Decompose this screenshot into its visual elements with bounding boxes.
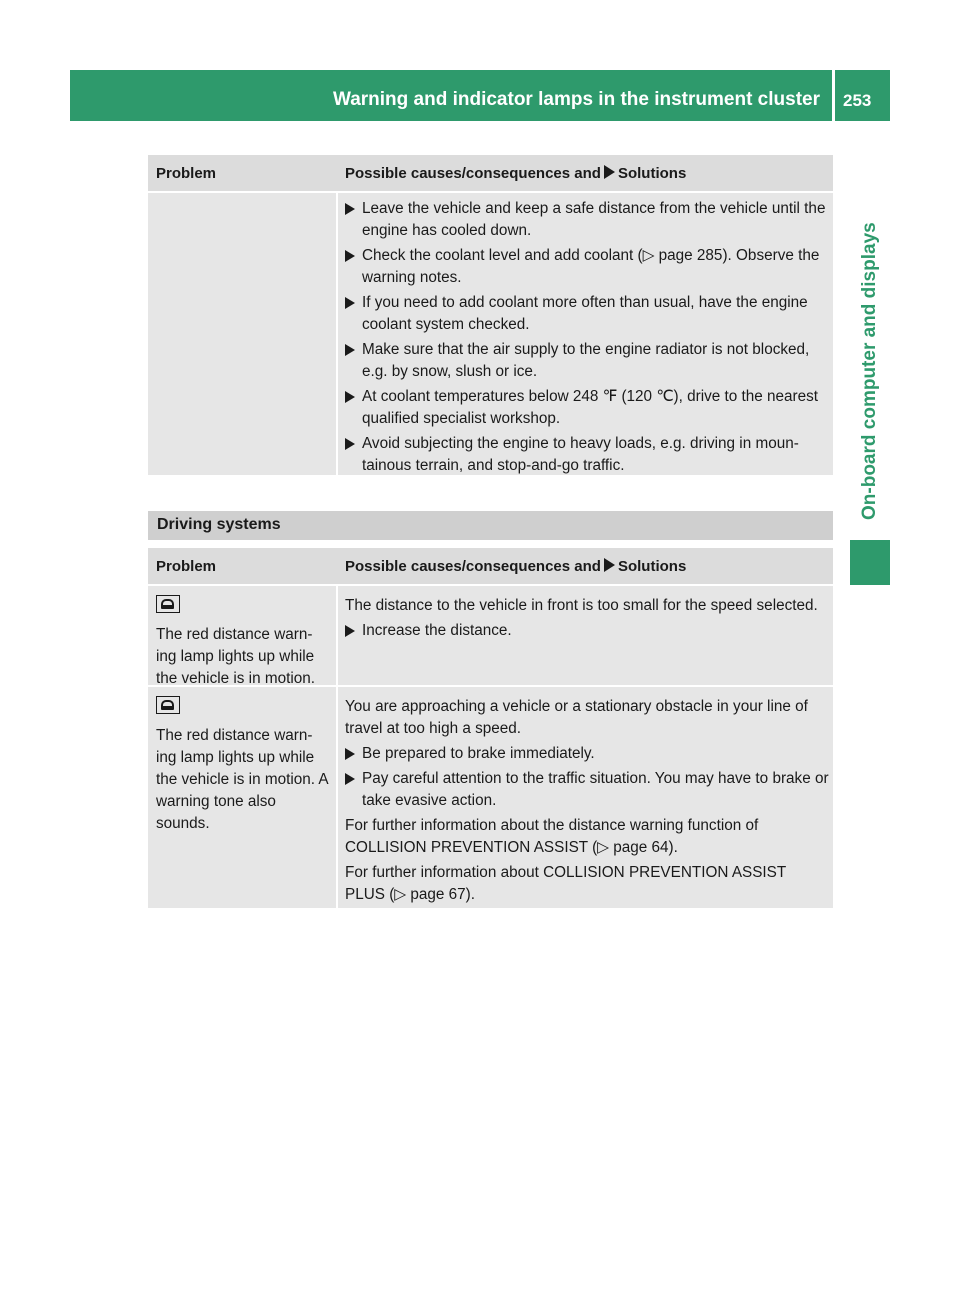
page-number-box <box>835 70 890 121</box>
column-header-solutions <box>338 155 833 191</box>
solutions-suffix: Solutions <box>617 558 687 575</box>
side-tab-marker <box>850 540 890 585</box>
triangle-arrow-icon <box>604 165 615 179</box>
table-row <box>148 687 833 908</box>
note-text <box>345 862 829 906</box>
running-header <box>70 70 832 121</box>
distance-warning-lamp-icon <box>156 696 180 714</box>
table-header-row <box>148 155 833 191</box>
side-tab-label: On-board computer and displays <box>859 222 880 520</box>
step-item: If you need to add coolant more often than usual, have the engine coolant system checked. <box>345 292 829 336</box>
problem-cell <box>148 687 336 908</box>
side-tab <box>850 140 890 520</box>
step-item: Be prepared to brake immediately. <box>345 743 829 765</box>
distance-warning-lamp-icon <box>156 595 180 613</box>
problem-text: The red distance warn-ing lamp lights up while the vehicle is in motion. A warning tone also sounds. <box>156 727 328 832</box>
cause-text: You are approaching a vehicle or a stationary obstacle in your line of travel at too high a speed. <box>345 698 808 737</box>
table-header-row <box>148 548 833 584</box>
note-text <box>345 815 829 859</box>
triangle-arrow-icon <box>604 558 615 572</box>
solutions-suffix: Solutions <box>617 165 687 182</box>
cause-text: The distance to the vehicle in front is too small for the speed selected. <box>345 597 818 614</box>
step-item: Leave the vehicle and keep a safe distance from the vehicle until the engine has cooled down. <box>345 198 829 242</box>
column-header-problem: Problem <box>156 558 217 575</box>
solutions-prefix: Possible causes/consequences and <box>345 165 601 182</box>
problem-cell <box>148 193 336 475</box>
problem-cell <box>148 586 336 685</box>
section-heading <box>148 511 833 540</box>
page-number: 253 <box>843 91 872 110</box>
column-header-problem: Problem <box>156 165 217 182</box>
table-row <box>148 586 833 685</box>
step-item: Make sure that the air supply to the engine radiator is not blocked, e.g. by snow, slush or ice. <box>345 339 829 383</box>
section-title: Driving systems <box>157 516 281 533</box>
note-collision-prevention-plus-link[interactable]: For further information about COLLISION PREVENTION ASSIST PLUS (▷ page 67). <box>345 864 786 903</box>
step-item: Pay careful attention to the traffic situation. You may have to brake or take evasive action. <box>345 768 829 812</box>
step-item: At coolant temperatures below 248 ℉ (120 ℃), drive to the nearest qualified specialist workshop. <box>345 386 829 430</box>
step-item: Check the coolant level and add coolant (▷ page 285). Observe the warning notes. <box>345 245 829 289</box>
solutions-cell <box>338 687 833 908</box>
solutions-prefix: Possible causes/consequences and <box>345 558 601 575</box>
problem-text: The red distance warn-ing lamp lights up while the vehicle is in motion. <box>156 626 315 687</box>
header-title: Warning and indicator lamps in the instrument cluster <box>332 89 820 110</box>
solutions-cell <box>338 193 833 475</box>
solutions-cell <box>338 586 833 685</box>
column-header-solutions <box>338 548 833 584</box>
coolant-table <box>148 155 833 475</box>
table-row <box>148 193 833 475</box>
step-item: Avoid subjecting the engine to heavy loads, e.g. driving in moun-tainous terrain, and stop-and-go traffic. <box>345 433 829 477</box>
driving-systems-table <box>148 548 833 908</box>
step-item: Increase the distance. <box>345 620 829 642</box>
note-collision-prevention-link[interactable]: For further information about the distance warning function of COLLISION PREVENTION ASSIST (▷ page 64). <box>345 817 759 856</box>
